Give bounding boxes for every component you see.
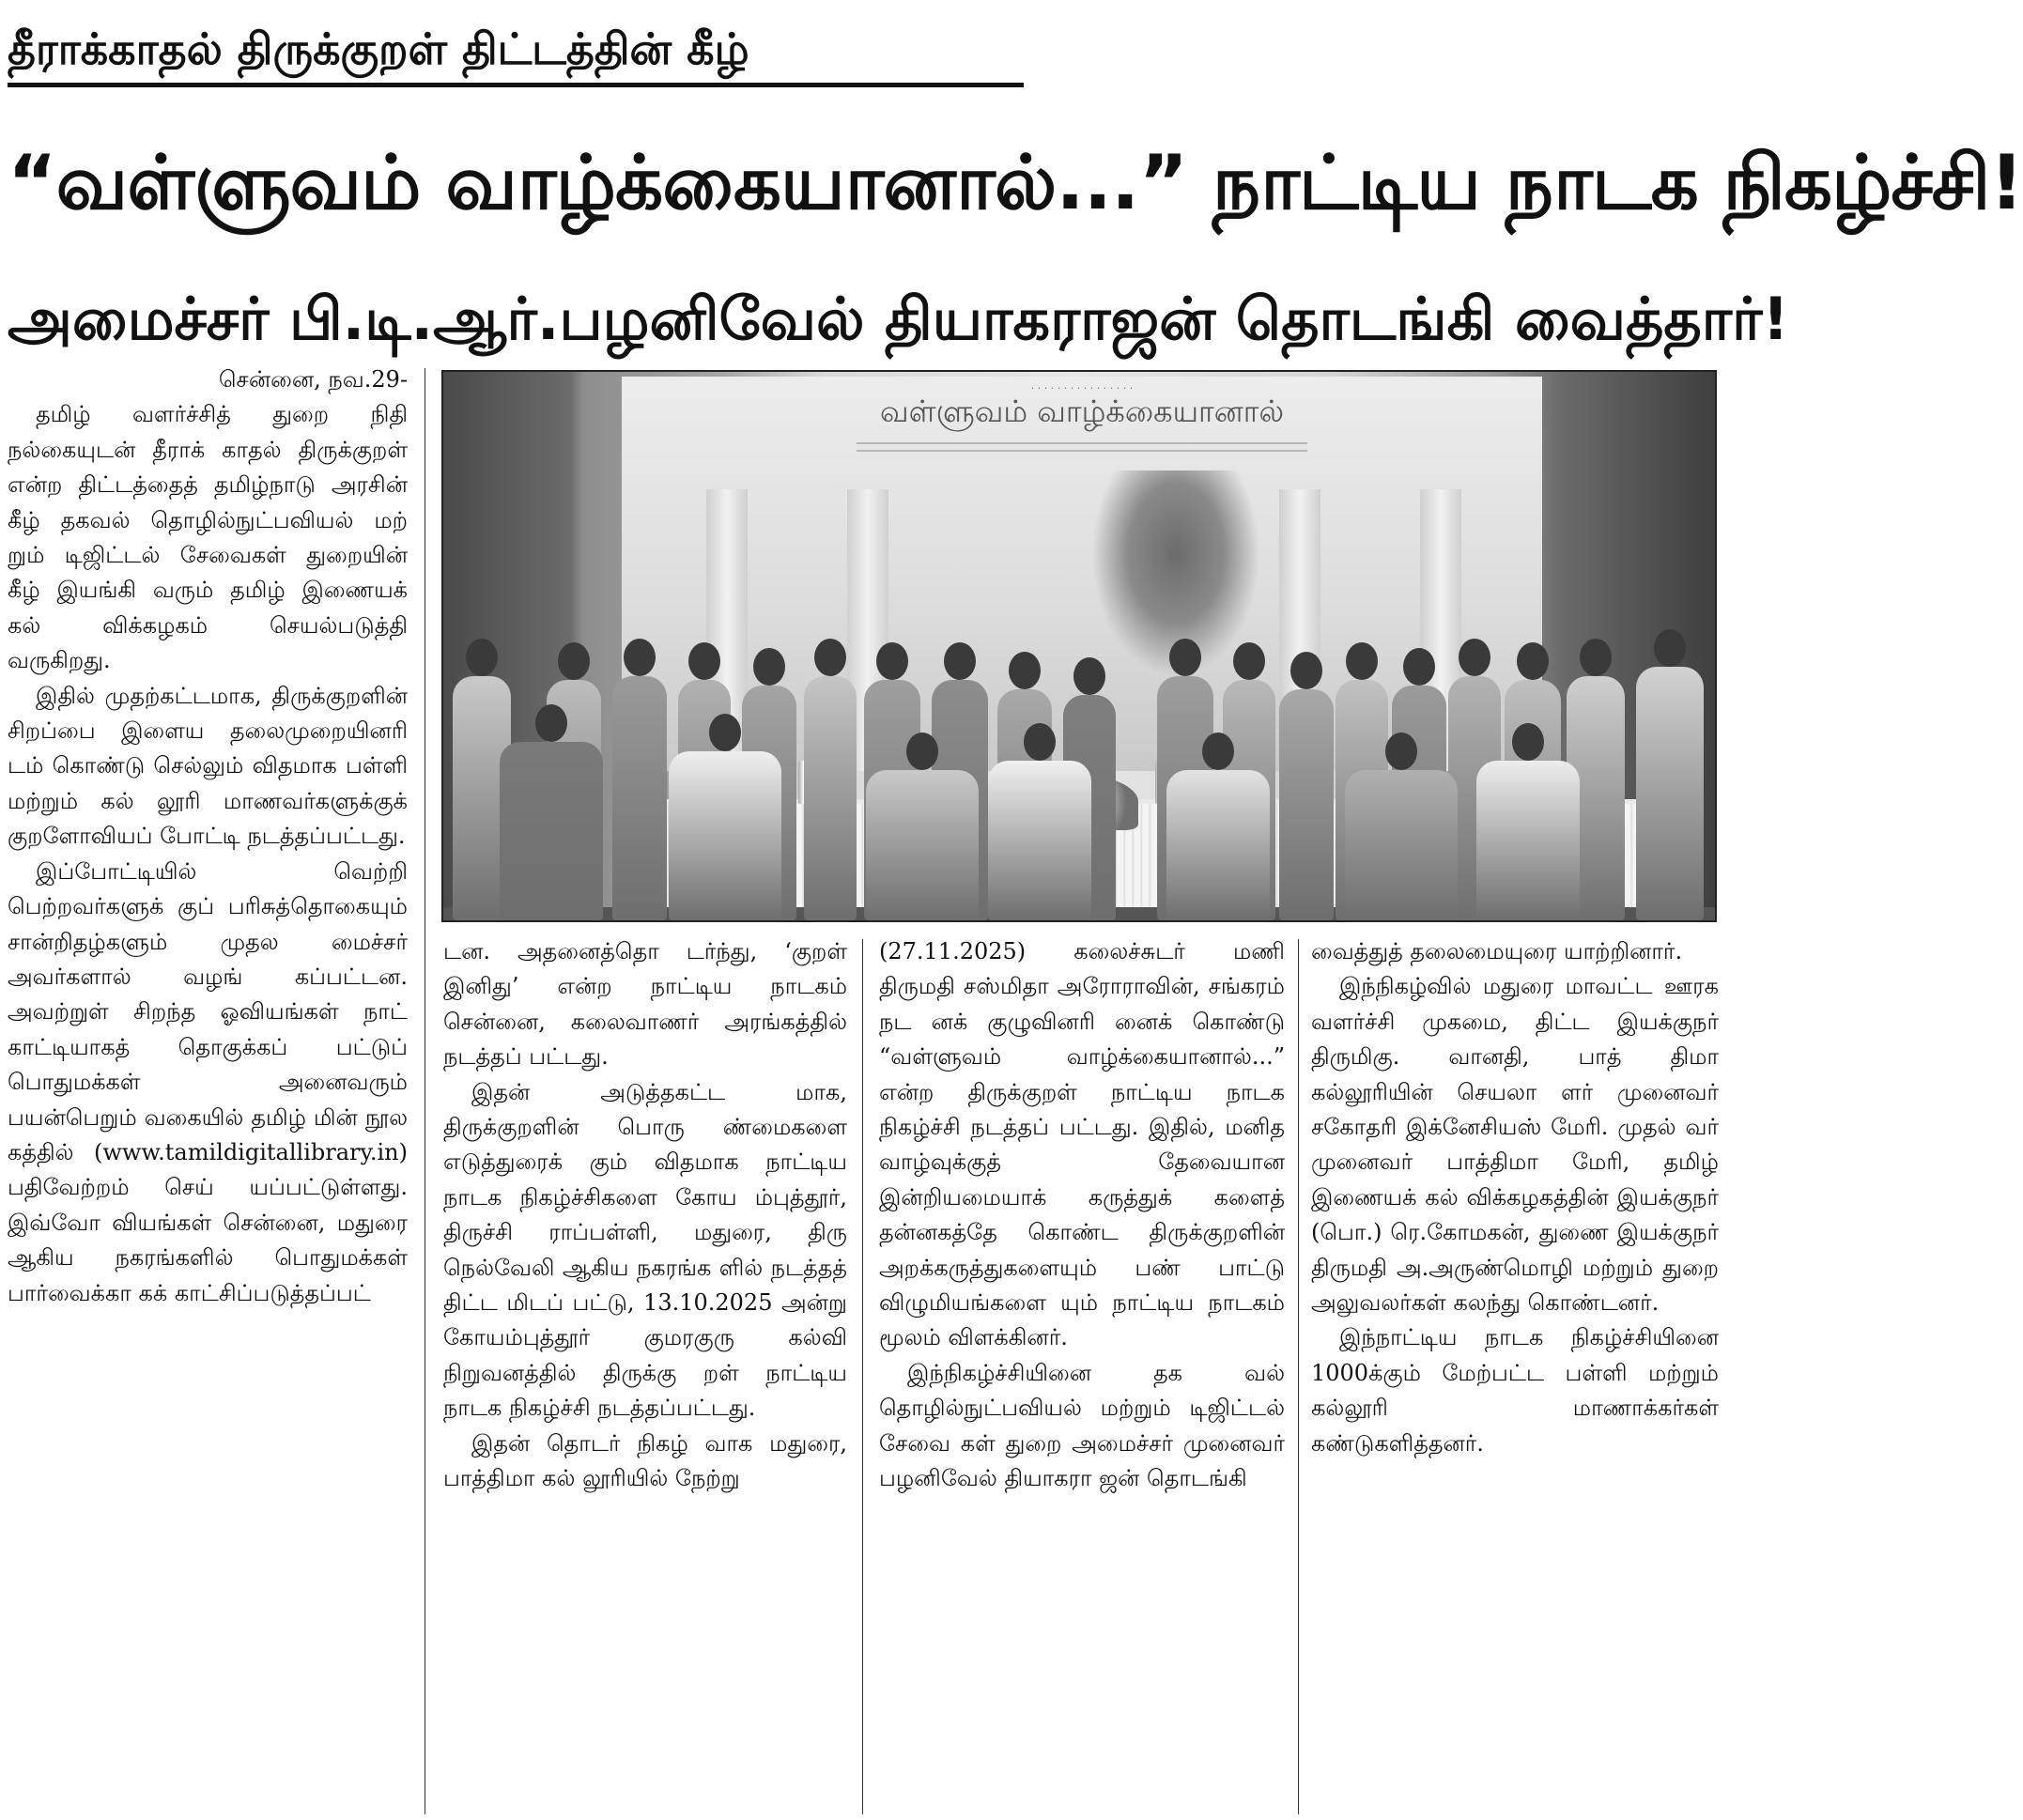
screen-rule [857,450,1307,452]
person-body [1636,667,1704,920]
paragraph: வைத்துத் தலைமையுரை யாற்றினார். [1311,938,1683,964]
paragraph: இப்போட்டியில் வெற்றி பெற்றவர்களுக் குப் பரிசுத்தொகையும் சான்றிதழ்களும் முதல மைச்சர் அவர்களால் வழங் கப்பட்டன. அவற்றுள் சிறந்த ஓவியங்கள் நாட் காட்டியாகத் தொகுக்கப் பட்டுப் பொதுமக்கள் அனைவரும் பயன்பெறும் வகையில் தமிழ் மின் நூல கத்தில் (www.tamildigitallibrary.in) பதிவேற்றம் செய் யப்பட்டுள்ளது. இவ்வோ வியங்கள் சென்னை, மதுரை ஆகிய நகரங்களில் பொதுமக்கள் பார்வைக்கா கக் காட்சிப்படுத்தப்பட் [8,857,408,1306]
person-head [1009,652,1041,689]
dateline: சென்னை, நவ.29- [218,366,408,393]
person-body [669,751,781,920]
person-head [1202,733,1234,770]
paragraph: இதன் அடுத்தகட்ட மாக, திருக்குறளின் பொரு ண்மைகளை எடுத்துரைக் கும் விதமாக நாட்டிய நாடக நிகழ்ச்சிகளை கோய ம்புத்தூர், திருச்சி ராப்பள்ளி, மதுரை, திரு நெல்வேலி ஆகிய நகரங்க ளில் நடத்தத் திட்ட மிடப் பட்டு, 13.10.2025 அன்று கோயம்புத்தூர் குமரகுரு கல்வி நிறுவனத்தில் திருக்கு றள் நாட்டிய நாடக நிகழ்ச்சி நடத்தப்பட்டது. [443,1078,847,1422]
person-head [1233,642,1265,680]
person-head [466,639,498,676]
paragraph: இந்நிகழ்ச்சியினை தக வல் தொழில்நுட்பவியல் மற்றும் டிஜிட்டல் சேவை கள் துறை அமைச்சர் முனைவர் பழனிவேல் தியாகரா ஜன் தொடங்கி [879,1359,1285,1492]
person-head [535,704,567,742]
article-column-4 [1311,934,1719,1817]
person-silhouette [669,714,781,920]
person-head [1073,657,1105,695]
person-silhouette [1636,629,1704,920]
person-head [1385,733,1417,770]
screen-caption: · · · · · · · · · · · · · · · · [1030,382,1134,394]
main-headline: “வள்ளுவம் வாழ்க்கையானால்...” நாட்டிய நாடக நிகழ்ச்சி! [8,139,2023,226]
person-silhouette [988,723,1091,920]
person-head [1290,652,1322,689]
sub-headline: அமைச்சர் பி.டி.ஆர்.பழனிவேல் தியாகராஜன் தொடங்கி வைத்தார்! [8,285,1789,353]
column-divider [862,939,863,1814]
person-head [709,714,741,751]
person-head [688,642,720,680]
person-body [1476,761,1580,920]
person-head [1346,642,1378,680]
paragraph: (27.11.2025) கலைச்சுடர் மணி திருமதி சஸ்மிதா அரோராவின், சங்கரம் நட னக் குழுவினரி னைக் கொண்டு “வள்ளுவம் வாழ்க்கையானால்...” என்ற திருக்குறள் நாட்டிய நாடக நிகழ்ச்சி நடத்தப் பட்டது. இதில், மனித வாழ்வுக்குத் தேவையான இன்றியமையாக் கருத்துக் களைத் தன்னகத்தே கொண்ட திருக்குறளின் அறக்கருத்துகளையும் பண் பாட்டு விழுமியங்களை யும் நாட்டிய நாடகம் மூலம் விளக்கினர். [879,938,1285,1351]
person-head [876,642,908,680]
person-silhouette [804,639,857,920]
person-head [1024,723,1056,761]
person-body [988,761,1091,920]
article-column-2 [443,934,847,1817]
paragraph: இந்நிகழ்வில் மதுரை மாவட்ட ஊரக வளர்ச்சி முகமை, திட்ட இயக்குநர் திருமிகு. வானதி, பாத் திமா கல்லூரியின் செயலா ளர் முனைவர் சகோதரி இக்னேசியஸ் மேரி. முதல் வர் முனைவர் பாத்திமா மேரி, தமிழ் இணையக் கல் விக்கழகத்தின் இயக்குநர் (பொ.) ரெ.கோமகன், துணை இயக்குநர் திருமதி அ.அருண்மொழி மற்றும் துறை அலுவலர்கள் கலந்து கொண்டனர். [1311,973,1719,1317]
person-head [1580,639,1612,676]
person-head [814,639,846,676]
person-body [612,676,667,920]
person-head [1512,723,1544,761]
person-body [866,770,979,920]
person-silhouette [612,639,667,920]
person-body [1345,770,1458,920]
person-silhouette [1279,652,1334,920]
kicker-headline: தீராக்காதல் திருக்குறள் திட்டத்தின் கீழ் [8,15,1024,87]
person-head [1654,629,1686,667]
person-silhouette [1166,733,1270,920]
screen-rule [857,442,1307,444]
person-silhouette [1345,733,1458,920]
person-head [1169,639,1201,676]
person-head [906,733,938,770]
group-of-people [443,545,1715,920]
article-column-3 [879,934,1285,1817]
person-body [1279,689,1334,920]
person-body [1166,770,1270,920]
paragraph: டன. அதனைத்தொ டர்ந்து, ‘குறள் இனிது’ என்ற நாட்டிய நாடகம் சென்னை, கலைவாணர் அரங்கத்தில் நடத்தப் பட்டது. [443,938,847,1071]
person-head [1459,639,1490,676]
paragraph: இதில் முதற்கட்டமாக, திருக்குறளின் சிறப்பை இளைய தலைமுறையினரி டம் கொண்டு செல்லும் விதமாக பள்ளி மற்றும் கல் லூரி மாணவர்களுக்குக் குறளோவியப் போட்டி நடத்தப்பட்டது. [8,682,408,850]
article-column-1 [8,362,408,1818]
person-head [1403,648,1435,686]
column-divider [1298,939,1299,1814]
person-head [753,648,785,686]
paragraph: இதன் தொடர் நிகழ் வாக மதுரை, பாத்திமா கல் லூரியில் நேற்று [443,1429,847,1492]
person-silhouette [1476,723,1580,920]
event-photo [441,370,1717,922]
person-body [500,742,603,920]
paragraph: தமிழ் வளர்ச்சித் துறை நிதி நல்கையுடன் தீராக் காதல் திருக்குறள் என்ற திட்டத்தைத் தமிழ்நாடு அரசின் கீழ் தகவல் தொழில்நுட்பவியல் மற் றும் டிஜிட்டல் சேவைகள் துறையின் கீழ் இயங்கி வரும் தமிழ் இணையக் கல் விக்கழகம் செயல்படுத்தி வருகிறது. [8,401,408,674]
person-head [1517,642,1549,680]
screen-title: வள்ளுவம் வாழ்க்கையானால் [879,393,1285,429]
person-silhouette [500,704,603,920]
person-head [624,639,656,676]
person-head [558,642,590,680]
paragraph: இந்நாட்டிய நாடக நிகழ்ச்சியினை 1000க்கும் மேற்பட்ட பள்ளி மற்றும் கல்லூரி மாணாக்கர்கள் கண்டுகளித்தனர். [1311,1324,1719,1457]
person-body [804,676,857,920]
person-head [944,642,976,680]
person-silhouette [866,733,979,920]
